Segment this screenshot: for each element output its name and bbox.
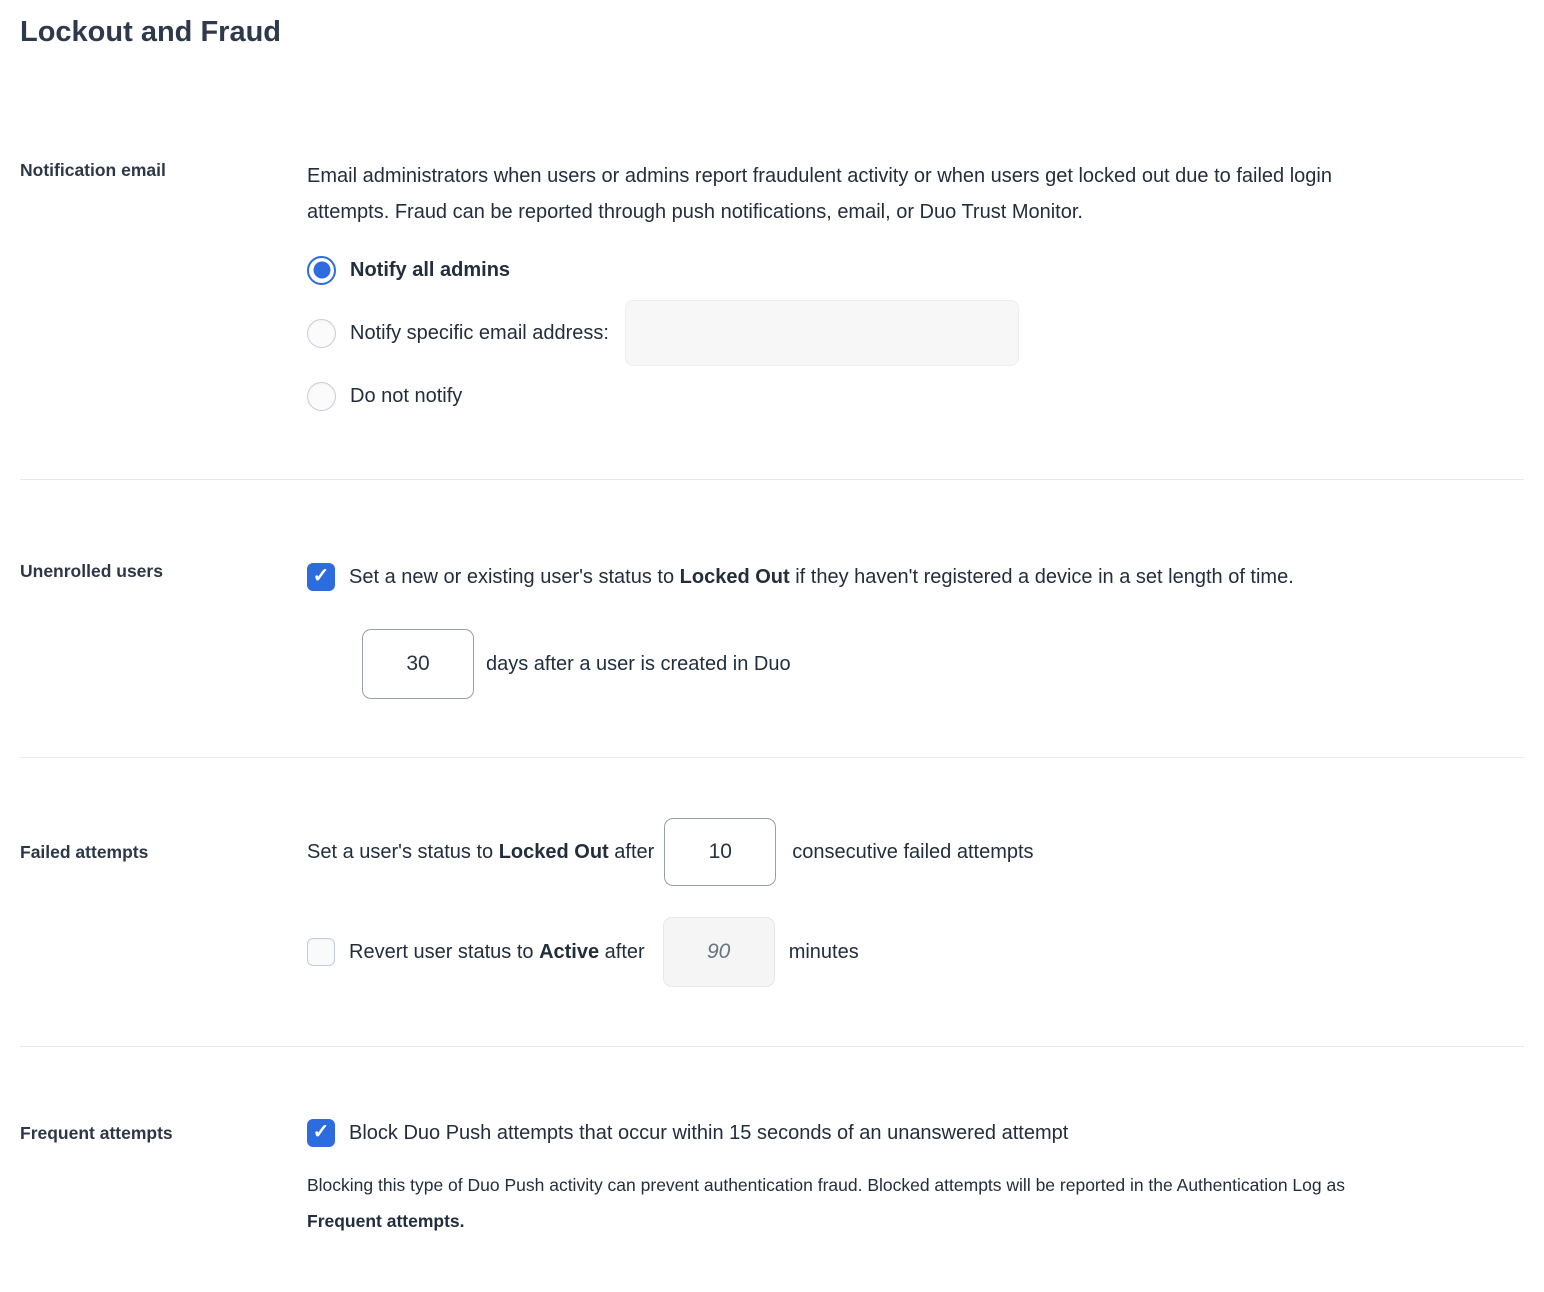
notify-specific-email-radio[interactable]: [307, 319, 336, 348]
revert-minutes-input[interactable]: [663, 917, 775, 987]
revert-minutes-label: minutes: [788, 941, 859, 963]
days-after-created-label: days after a user is created in Duo: [486, 653, 791, 675]
section-divider: [20, 479, 1524, 480]
checkmark-icon: ✓: [312, 1121, 330, 1143]
notification-email-description: Email administrators when users or admins report fraudulent activity or when users get locked out due to failed login attempts. Fraud can be reported through push notifications, email, or Duo Trust Monitor.: [307, 165, 1332, 223]
text-segment: Set a new or existing user's status to: [349, 566, 680, 588]
text-segment-bold: Active: [539, 941, 600, 963]
section-unenrolled-users: [20, 559, 1524, 699]
failed-attempts-label: Failed attempts: [20, 842, 149, 862]
text-segment: Revert user status to: [349, 941, 540, 963]
do-not-notify-label: Do not notify: [350, 385, 463, 407]
notify-specific-email-label: Notify specific email address:: [350, 322, 609, 344]
consecutive-failed-attempts-input[interactable]: [664, 818, 776, 886]
text-segment-bold: Frequent attempts.: [307, 1211, 465, 1231]
text-segment: if they haven't registered a device in a set length of time.: [789, 566, 1294, 588]
unenrolled-users-label: Unenrolled users: [20, 561, 163, 581]
section-failed-attempts: [20, 818, 1524, 987]
section-notification-email: [20, 158, 1524, 414]
revert-status-row: [307, 917, 1524, 987]
block-push-row: [307, 1115, 1524, 1151]
revert-status-checkbox[interactable]: [307, 938, 335, 966]
notify-all-admins-radio[interactable]: [307, 256, 336, 285]
text-segment: Blocking this type of Duo Push activity can prevent authentication fraud. Blocked attempts will be reported in the Authentication Log as: [307, 1175, 1345, 1195]
section-divider: [20, 757, 1524, 758]
text-segment-bold: Locked Out: [498, 841, 609, 863]
section-divider: [20, 1046, 1524, 1047]
notification-email-label: Notification email: [20, 160, 166, 180]
lockout-text: [307, 834, 654, 870]
unenrolled-lockout-row: [307, 559, 1524, 595]
radio-row-do-not-notify: [307, 378, 1524, 414]
text-segment-bold: Locked Out: [679, 566, 790, 588]
notification-radio-group: [307, 252, 1524, 414]
frequent-attempts-help-text: [307, 1167, 1367, 1239]
radio-row-notify-all: [307, 252, 1524, 288]
frequent-attempts-label: Frequent attempts: [20, 1123, 173, 1143]
do-not-notify-radio[interactable]: [307, 382, 336, 411]
unenrolled-lockout-checkbox[interactable]: [307, 563, 335, 591]
days-after-created-input[interactable]: [362, 629, 474, 699]
text-segment: after: [608, 841, 655, 863]
notify-all-admins-label: Notify all admins: [350, 259, 511, 281]
consecutive-failed-attempts-label: consecutive failed attempts: [792, 841, 1034, 863]
text-segment: Set a user's status to: [307, 841, 499, 863]
revert-text: [349, 934, 645, 970]
radio-dot: [313, 262, 330, 279]
section-frequent-attempts: [20, 1115, 1524, 1239]
radio-row-notify-specific: [307, 300, 1524, 366]
unenrolled-lockout-text: [349, 559, 1294, 595]
checkmark-icon: ✓: [312, 565, 330, 587]
failed-attempts-lockout-row: [307, 818, 1524, 886]
block-push-label: Block Duo Push attempts that occur within 15 seconds of an unanswered attempt: [349, 1122, 1069, 1144]
specific-email-input[interactable]: [625, 300, 1019, 366]
page-title: Lockout and Fraud: [20, 16, 281, 48]
block-push-checkbox[interactable]: [307, 1119, 335, 1147]
unenrolled-days-row: [362, 629, 1524, 699]
text-segment: after: [599, 941, 645, 963]
